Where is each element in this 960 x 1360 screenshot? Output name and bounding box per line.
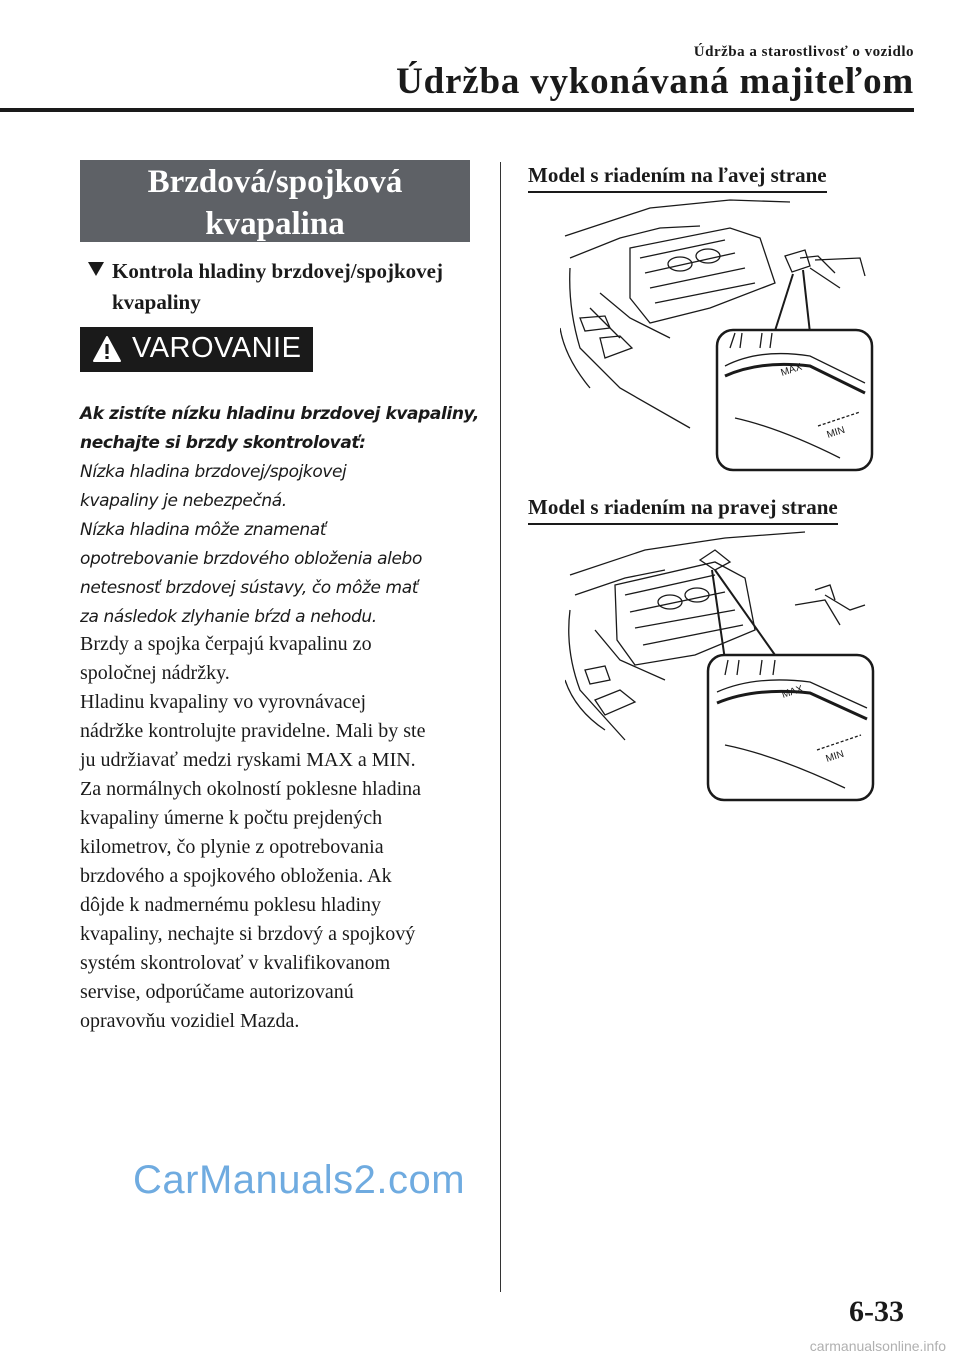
min-mark: MIN [825, 424, 847, 441]
body-line: kvapaliny, nechajte si brzdový a spojkový [80, 923, 416, 945]
subheading-text: Kontrola hladiny brzdovej/spojkovej kvapaliny [112, 259, 443, 314]
max-mark: MAX [779, 361, 804, 379]
warning-banner [80, 327, 313, 372]
body-line: servise, odporúčame autorizovanú [80, 981, 354, 1003]
warning-line: netesnosť brzdovej sústavy, čo môže mať [80, 578, 418, 598]
page-title: Údržba vykonávaná majiteľom [396, 61, 914, 102]
body-line: kilometrov, čo plynie z opotrebovania [80, 836, 384, 858]
warning-line: Nízka hladina brzdovej/spojkovej [80, 462, 347, 482]
warning-label: VAROVANIE [132, 332, 302, 364]
body-line: nádržke kontrolujte pravidelne. Mali by ste [80, 720, 426, 742]
body-line: Brzdy a spojka čerpajú kvapalinu zo [80, 633, 372, 655]
brake-reservoir-detail-rhd [708, 655, 873, 800]
min-mark: MIN [824, 748, 846, 765]
body-paragraph [80, 630, 492, 1036]
warning-line: Nízka hladina môže znamenať [80, 520, 326, 540]
chapter-title: Údržba a starostlivosť o vozidlo [693, 44, 914, 60]
max-mark: MAX [780, 683, 805, 701]
figure-caption-rhd: Model s riadením na pravej strane [528, 495, 838, 525]
site-watermark: carmanualsonline.info [809, 1338, 946, 1354]
engine-bay-illustration-lhd [560, 198, 880, 476]
warning-triangle-icon [92, 335, 122, 363]
warning-bold-line: nechajte si brzdy skontrolovať: [80, 433, 366, 453]
body-line: brzdového a spojkového obloženia. Ak [80, 865, 392, 887]
figure-caption-lhd: Model s riadením na ľavej strane [528, 163, 827, 193]
section-title-box [80, 160, 470, 242]
header-rule [0, 108, 914, 112]
triangle-marker-icon [88, 262, 104, 276]
section-title-line-1: Brzdová/spojková [147, 164, 403, 200]
body-line: spoločnej nádržky. [80, 662, 230, 684]
warning-line: za následok zlyhanie bŕzd a nehodu. [80, 607, 377, 627]
warning-line: kvapaliny je nebezpečná. [80, 491, 287, 511]
warning-line: opotrebovanie brzdového obloženia alebo [80, 549, 422, 569]
brake-reservoir-detail-lhd [717, 330, 872, 470]
subheading [88, 256, 488, 318]
body-line: systém skontrolovať v kvalifikovanom [80, 952, 391, 974]
body-line: Za normálnych okolností poklesne hladina [80, 778, 422, 800]
section-title-line-2: kvapalina [205, 206, 345, 242]
warning-bold-line: Ak zistíte nízku hladinu brzdovej kvapaliny, [80, 404, 479, 424]
body-line: dôjde k nadmernému poklesu hladiny [80, 894, 382, 916]
body-line: Hladinu kvapaliny vo vyrovnávacej [80, 691, 367, 713]
body-line: kvapaliny úmerne k počtu prejdených [80, 807, 383, 829]
column-divider [500, 162, 501, 1292]
warning-text [80, 400, 480, 632]
watermark: CarManuals2.com [133, 1158, 466, 1202]
body-line: ju udržiavať medzi ryskami MAX a MIN. [80, 749, 416, 771]
engine-bay-illustration-rhd [565, 530, 885, 812]
page-number: 6-33 [849, 1295, 904, 1328]
body-line: opravovňu vozidiel Mazda. [80, 1010, 300, 1032]
